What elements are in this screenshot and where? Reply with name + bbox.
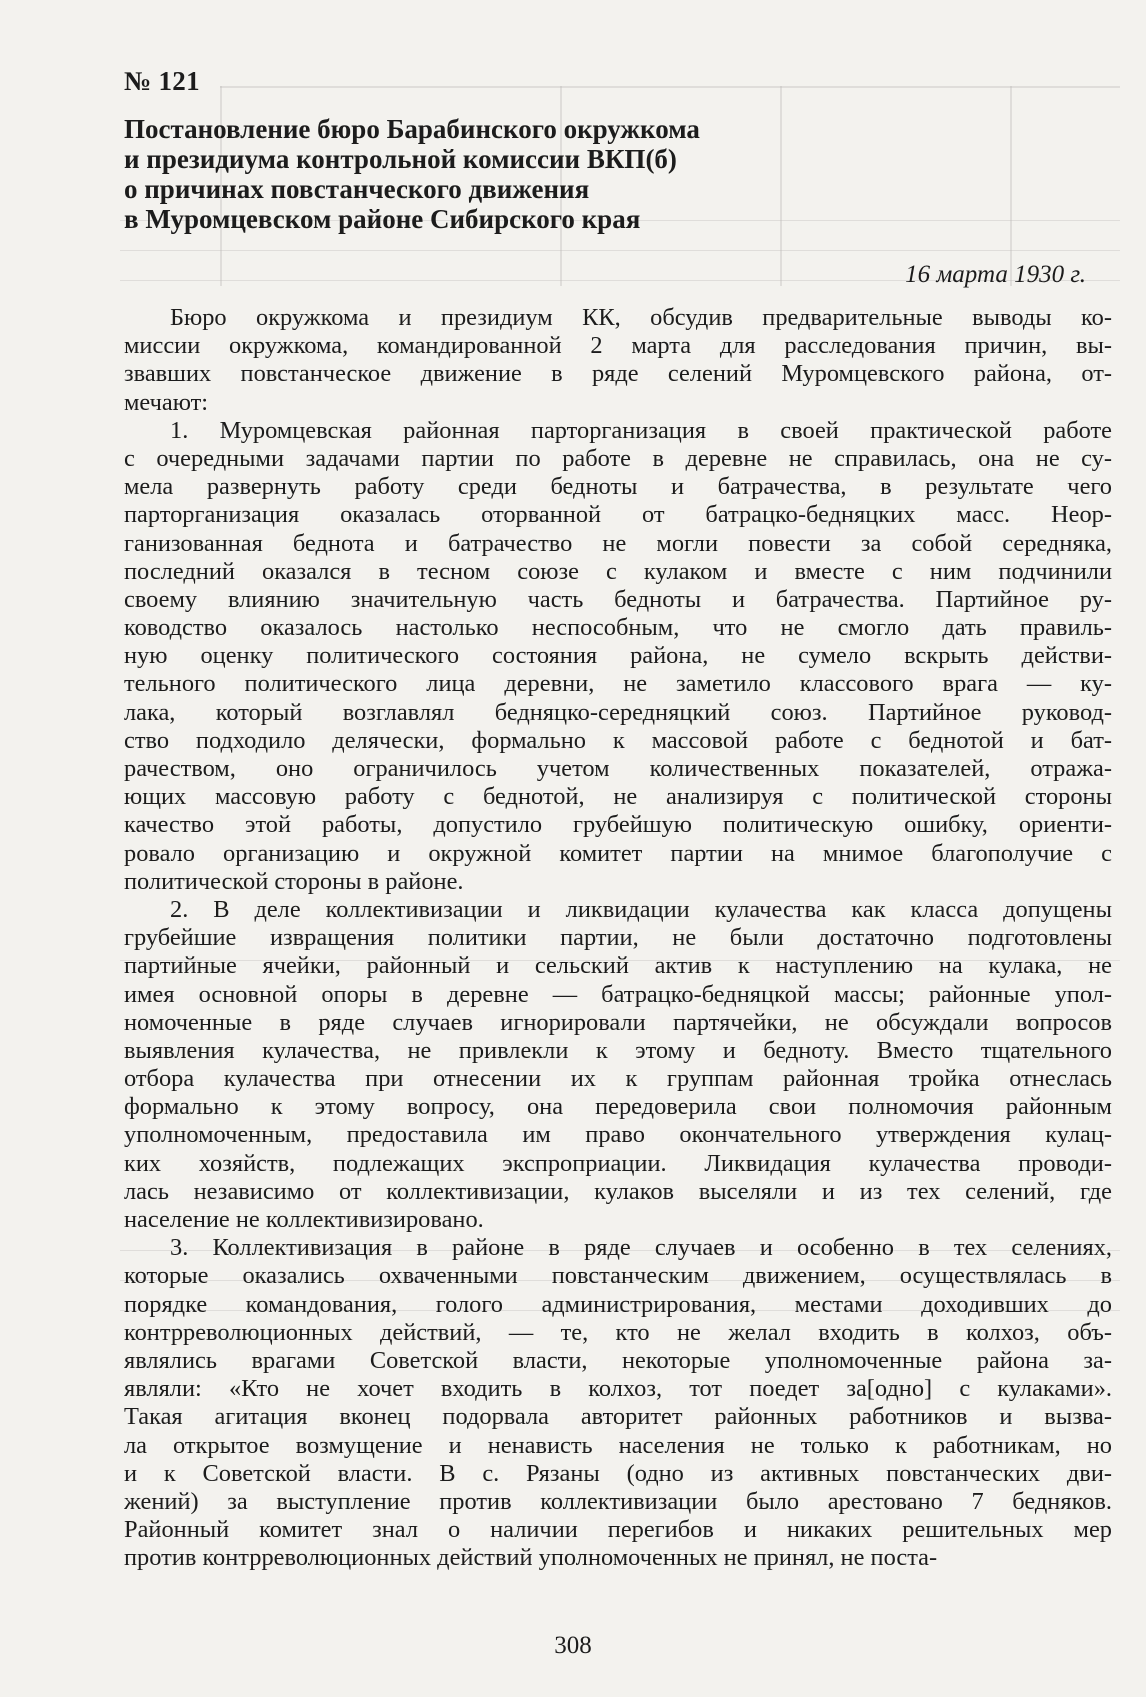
- text-line: политической стороны в районе.: [124, 867, 464, 895]
- text-line: являлись врагами Советской власти, некоторые уполномоченные района за-: [124, 1346, 1112, 1374]
- text-line: 2. В деле коллективизации и ликвидации кулачества как класса допущены: [170, 895, 1112, 923]
- document-title: [124, 114, 884, 234]
- text-line: с очередными задачами партии по работе в деревне не справилась, она не су-: [124, 444, 1112, 472]
- text-line: ганизованная беднота и батрачество не могли повести за собой середняка,: [124, 529, 1112, 557]
- paragraph: [124, 304, 1112, 417]
- title-line: о причинах повстанческого движения: [124, 174, 590, 204]
- text-line: последний оказался в тесном союзе с кулаком и вместе с ним подчинили: [124, 557, 1112, 585]
- text-line: мела развернуть работу среди бедноты и батрачества, в результате чего: [124, 473, 1112, 501]
- paragraph: [124, 1234, 1112, 1572]
- document-number: № 121: [124, 66, 200, 96]
- text-line: лась независимо от коллективизации, кулаков выселяли и из тех селений, где: [124, 1177, 1112, 1205]
- text-line: 1. Муромцевская районная парторганизация в своей практической работе: [170, 416, 1112, 444]
- text-line: парторганизация оказалась оторванной от батрацко-бедняцких масс. Неор-: [124, 501, 1112, 529]
- text-line: являли: «Кто не хочет входить в колхоз, тот поедет за[одно] с кулаками».: [124, 1375, 1112, 1403]
- text-line: Районный комитет знал о наличии перегибов и никаких решительных мер: [124, 1516, 1112, 1544]
- text-line: имея основной опоры в деревне — батрацко-бедняцкой массы; районные упол-: [124, 980, 1112, 1008]
- title-line: в Муромцевском районе Сибирского края: [124, 204, 641, 234]
- text-line: ла открытое возмущение и ненависть населения не только к работникам, но: [124, 1431, 1112, 1459]
- text-line: номоченные в ряде случаев игнорировали партячейки, не обсуждали вопросов: [124, 1008, 1112, 1036]
- text-line: мечают:: [124, 388, 209, 416]
- text-line: тельного политического лица деревни, не заметило классового врага — ку-: [124, 670, 1112, 698]
- text-line: ких хозяйств, подлежащих экспроприации. Ликвидация кулачества проводи-: [124, 1149, 1112, 1177]
- bleed-line: [220, 86, 1120, 88]
- text-line: ную оценку политического состояния района, не сумело вскрыть действи-: [124, 642, 1112, 670]
- text-line: ющих массовую работу с беднотой, не анализируя с политической стороны: [124, 783, 1112, 811]
- document-date: 16 марта 1930 г.: [905, 261, 1086, 288]
- text-line: которые оказались охваченными повстанческим движением, осуществлялась в: [124, 1262, 1112, 1290]
- text-line: выявления кулачества, не привлекли к этому и бедноту. Вместо тщательного: [124, 1036, 1112, 1064]
- page-number: 308: [554, 1632, 592, 1659]
- text-line: звавших повстанческое движение в ряде селений Муромцевского района, от-: [124, 360, 1112, 388]
- text-line: уполномоченным, предоставила им право окончательного утверждения кулац-: [124, 1121, 1112, 1149]
- text-line: своему влиянию значительную часть бедноты и батрачества. Партийное ру-: [124, 585, 1112, 613]
- title-line: Постановление бюро Барабинского окружкома: [124, 114, 700, 144]
- text-line: против контрреволюционных действий уполномоченных не принял, не поста-: [124, 1544, 938, 1572]
- text-line: жений) за выступление против коллективизации было арестовано 7 бедняков.: [124, 1487, 1112, 1515]
- paragraph: [124, 417, 1112, 896]
- text-line: порядке командования, голого администрирования, местами доходивших до: [124, 1290, 1112, 1318]
- text-line: партийные ячейки, районный и сельский актив к наступлению на кулака, не: [124, 952, 1112, 980]
- text-line: контрреволюционных действий, — те, кто не желал входить в колхоз, объ-: [124, 1318, 1112, 1346]
- bleed-line: [120, 250, 1120, 251]
- text-line: население не коллективизировано.: [124, 1206, 484, 1233]
- text-line: Такая агитация вконец подорвала авторитет районных работников и вызва-: [124, 1403, 1112, 1431]
- paragraph: [124, 896, 1112, 1234]
- text-line: формально к этому вопросу, она передоверила свои полномочия районным: [124, 1093, 1112, 1121]
- text-line: 3. Коллективизация в районе в ряде случаев и особенно в тех селениях,: [170, 1234, 1112, 1262]
- text-line: и к Советской власти. В с. Рязаны (одно из активных повстанческих дви-: [124, 1459, 1112, 1487]
- text-line: отбора кулачества при отнесении их к группам районная тройка отнеслась: [124, 1065, 1112, 1093]
- text-line: Бюро окружкома и президиум КК, обсудив предварительные выводы ко-: [170, 304, 1112, 331]
- text-line: лака, который возглавлял бедняцко-середняцкий союз. Партийное руковод-: [124, 698, 1112, 726]
- text-line: ровало организацию и окружной комитет партии на мнимое благополучие с: [124, 839, 1112, 867]
- text-line: ство подходило делячески, формально к массовой работе с беднотой и бат-: [124, 726, 1112, 754]
- text-line: миссии окружкома, командированной 2 марта для расследования причин, вы-: [124, 332, 1112, 360]
- text-line: качество этой работы, допустило грубейшую политическую ошибку, ориенти-: [124, 811, 1112, 839]
- title-line: и президиума контрольной комиссии ВКП(б): [124, 144, 677, 174]
- text-line: грубейшие извращения политики партии, не были достаточно подготовлены: [124, 924, 1112, 952]
- bleed-line: [1010, 86, 1012, 286]
- text-line: ководство оказалось настолько неспособным, что не смогло дать правиль-: [124, 614, 1112, 642]
- document-body: [124, 304, 1112, 1572]
- text-line: рачеством, оно ограничилось учетом количественных показателей, отража-: [124, 755, 1112, 782]
